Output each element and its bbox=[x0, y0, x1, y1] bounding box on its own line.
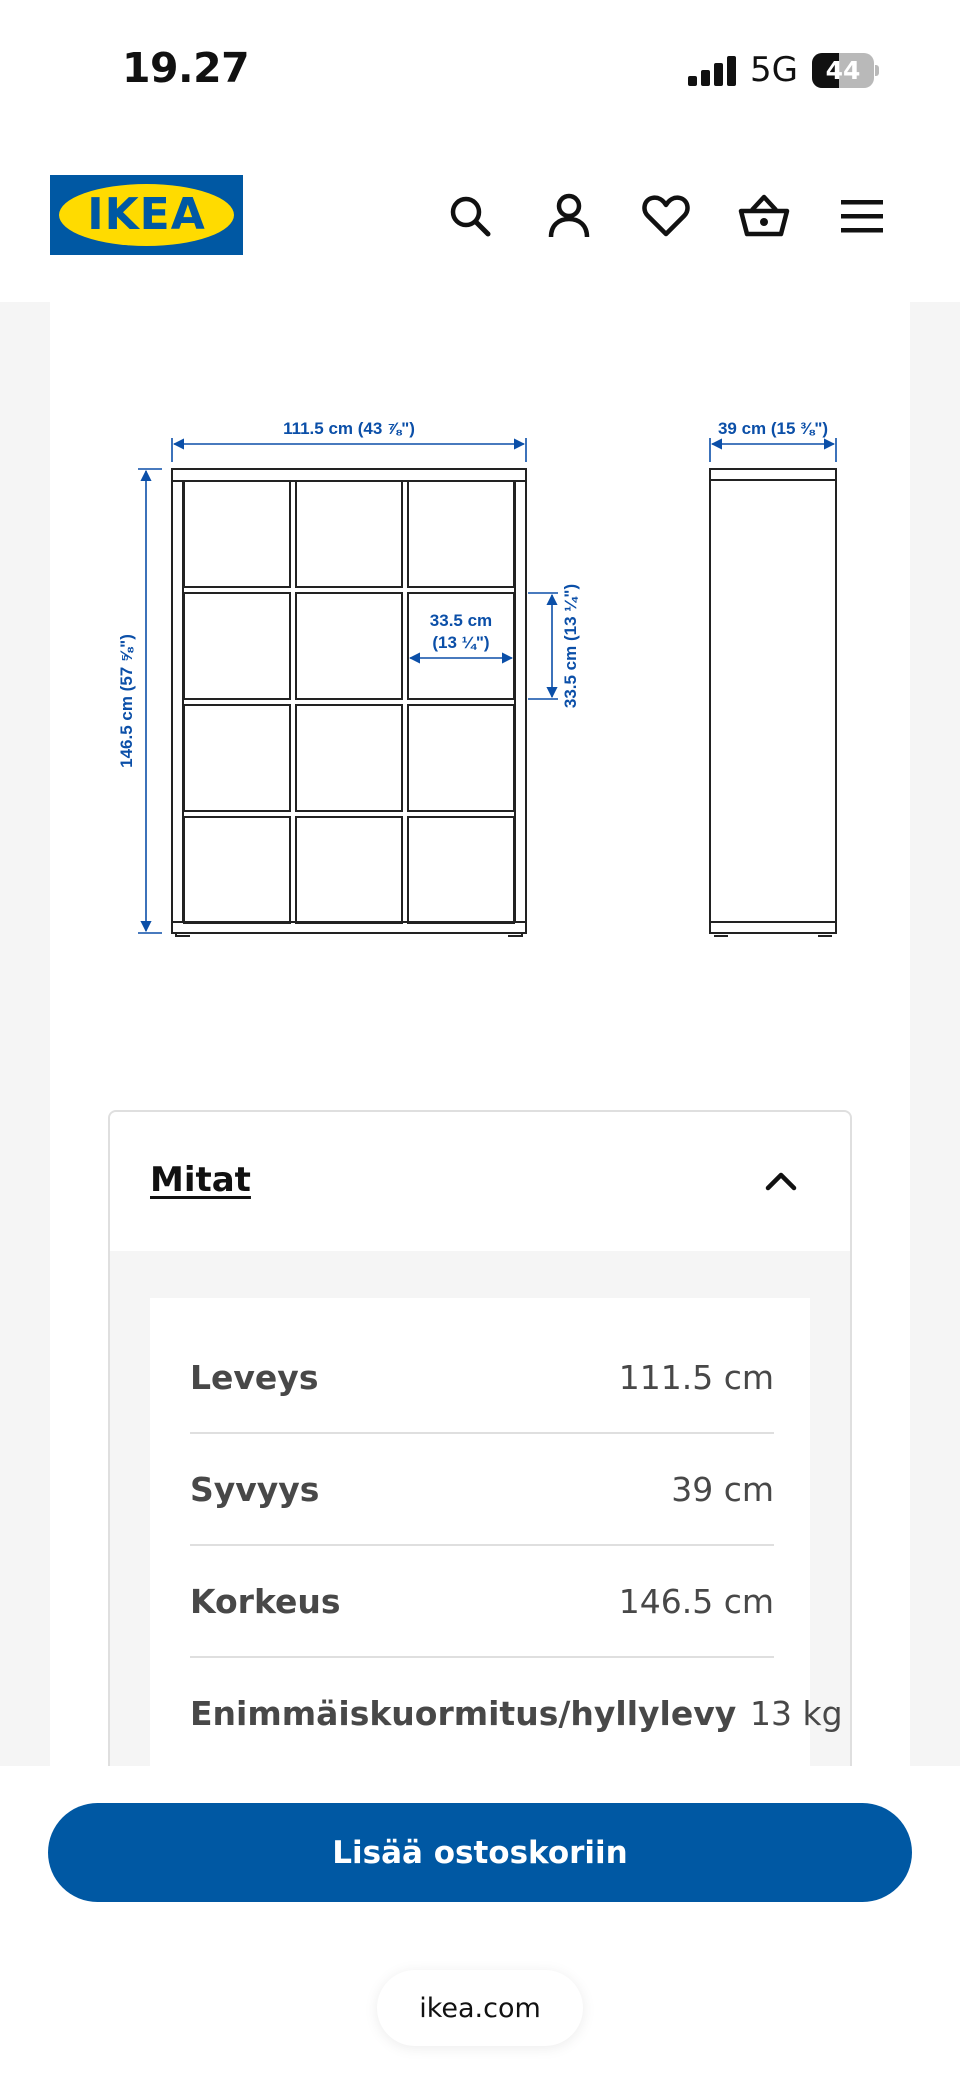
dimension-diagram bbox=[50, 302, 910, 1022]
url-text: ikea.com bbox=[419, 1992, 541, 2024]
ikea-logo[interactable]: IKEA ® bbox=[50, 175, 243, 255]
dimension-value: 39 cm bbox=[671, 1470, 774, 1509]
compartment-height-label: 33.5 cm (13 ¼") bbox=[561, 583, 580, 709]
dimension-value: 111.5 cm bbox=[618, 1358, 774, 1397]
dimension-row bbox=[190, 1658, 843, 1770]
compartment-width-label-2: (13 ¼") bbox=[432, 633, 490, 652]
dimension-value: 13 kg bbox=[750, 1694, 843, 1733]
product-info-card bbox=[50, 302, 910, 1766]
chevron-up-icon[interactable] bbox=[758, 1158, 804, 1204]
compartment-width-label-1: 33.5 cm bbox=[429, 611, 493, 630]
dimensions-panel bbox=[150, 1298, 843, 1830]
cart-icon[interactable] bbox=[732, 184, 796, 248]
dimension-label: Korkeus bbox=[190, 1582, 341, 1621]
dimensions-accordion bbox=[108, 1110, 852, 1830]
add-to-cart-button[interactable]: Lisää ostoskoriin bbox=[48, 1803, 912, 1902]
dimensions-title[interactable]: Mitat bbox=[150, 1160, 251, 1200]
logo-text: IKEA bbox=[87, 189, 206, 240]
status-time: 19.27 bbox=[122, 44, 250, 92]
search-icon[interactable] bbox=[438, 184, 502, 248]
site-header bbox=[0, 130, 960, 302]
bottom-bar bbox=[0, 1766, 960, 2081]
width-label: 111.5 cm (43 ⅞") bbox=[283, 419, 415, 438]
heart-icon[interactable] bbox=[634, 184, 698, 248]
shelf-side-view bbox=[710, 469, 836, 936]
dimension-label: Leveys bbox=[190, 1358, 319, 1397]
browser-url-bar[interactable] bbox=[377, 1970, 583, 2046]
dimension-value: 146.5 cm bbox=[618, 1582, 774, 1621]
menu-icon[interactable] bbox=[830, 184, 894, 248]
account-icon[interactable] bbox=[537, 184, 601, 248]
height-label: 146.5 cm (57 ⅝") bbox=[117, 634, 136, 768]
dimension-row bbox=[190, 1434, 774, 1546]
battery-icon bbox=[812, 53, 878, 88]
depth-label: 39 cm (15 ⅜") bbox=[717, 419, 829, 438]
battery-level: 44 bbox=[825, 56, 861, 85]
network-type: 5G bbox=[750, 50, 798, 90]
dimension-row bbox=[190, 1322, 774, 1434]
status-bar bbox=[0, 0, 960, 130]
dimension-label: Syvyys bbox=[190, 1470, 320, 1509]
dimension-label: Enimmäiskuormitus/hyllylevy bbox=[190, 1694, 737, 1733]
signal-icon bbox=[688, 56, 736, 86]
dimensions-accordion-header[interactable] bbox=[110, 1112, 850, 1251]
dimension-row bbox=[190, 1546, 774, 1658]
shelf-front-view bbox=[172, 469, 526, 937]
